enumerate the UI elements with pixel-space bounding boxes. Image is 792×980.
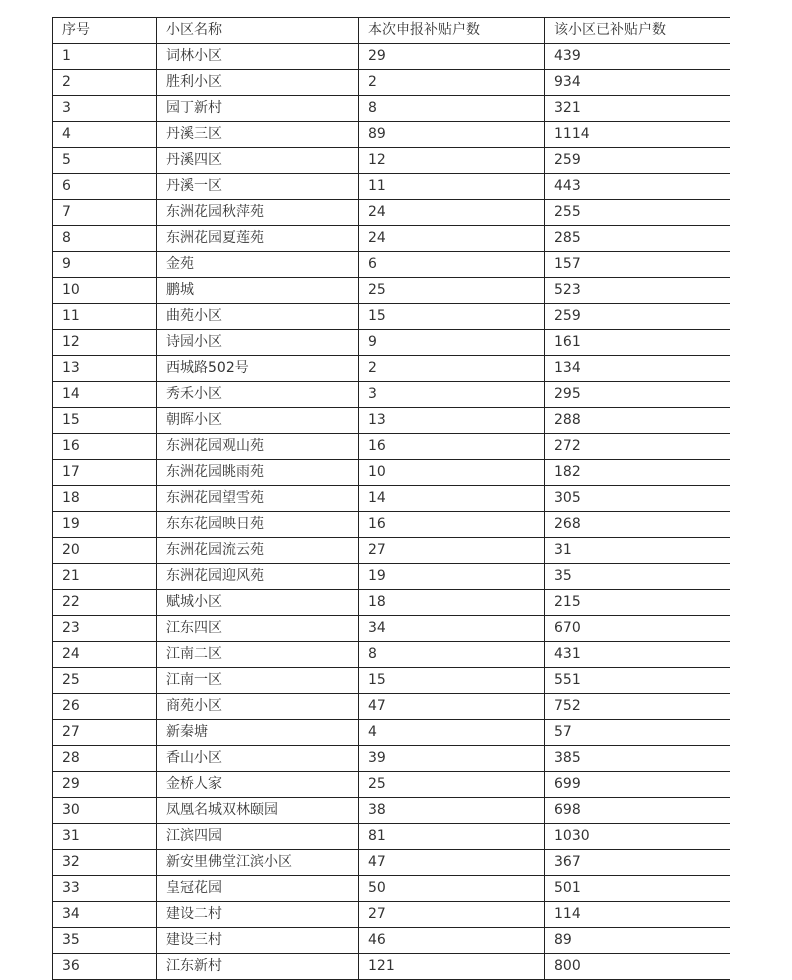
subsidized-households-cell: 157	[545, 252, 730, 278]
serial-number-cell: 1	[53, 44, 157, 70]
header-serial-number: 序号	[53, 18, 157, 44]
applied-households-cell: 89	[359, 122, 545, 148]
subsidized-households-cell: 439	[545, 44, 730, 70]
table-row	[53, 824, 730, 850]
community-name-cell: 建设三村	[157, 928, 359, 954]
serial-number-cell: 11	[53, 304, 157, 330]
applied-households-cell: 81	[359, 824, 545, 850]
applied-households-cell: 50	[359, 876, 545, 902]
serial-number-cell: 13	[53, 356, 157, 382]
community-name-cell: 丹溪一区	[157, 174, 359, 200]
subsidized-households-cell: 367	[545, 850, 730, 876]
community-name-cell: 皇冠花园	[157, 876, 359, 902]
subsidized-households-cell: 1114	[545, 122, 730, 148]
community-name-cell: 词林小区	[157, 44, 359, 70]
community-name-cell: 秀禾小区	[157, 382, 359, 408]
table-row	[53, 772, 730, 798]
subsidy-table-container	[52, 17, 729, 980]
subsidized-households-cell: 698	[545, 798, 730, 824]
community-name-cell: 丹溪四区	[157, 148, 359, 174]
subsidized-households-cell: 523	[545, 278, 730, 304]
community-name-cell: 江东四区	[157, 616, 359, 642]
community-name-cell: 江滨四园	[157, 824, 359, 850]
table-row	[53, 876, 730, 902]
community-name-cell: 新秦塘	[157, 720, 359, 746]
applied-households-cell: 15	[359, 668, 545, 694]
subsidized-households-cell: 35	[545, 564, 730, 590]
serial-number-cell: 9	[53, 252, 157, 278]
table-row	[53, 252, 730, 278]
subsidized-households-cell: 259	[545, 148, 730, 174]
subsidized-households-cell: 89	[545, 928, 730, 954]
subsidized-households-cell: 134	[545, 356, 730, 382]
community-name-cell: 江东新村	[157, 954, 359, 980]
applied-households-cell: 24	[359, 226, 545, 252]
community-name-cell: 诗园小区	[157, 330, 359, 356]
community-name-cell: 新安里佛堂江滨小区	[157, 850, 359, 876]
serial-number-cell: 29	[53, 772, 157, 798]
subsidized-households-cell: 305	[545, 486, 730, 512]
community-name-cell: 东洲花园望雪苑	[157, 486, 359, 512]
applied-households-cell: 47	[359, 850, 545, 876]
table-row	[53, 226, 730, 252]
serial-number-cell: 36	[53, 954, 157, 980]
subsidized-households-cell: 259	[545, 304, 730, 330]
table-row	[53, 382, 730, 408]
serial-number-cell: 3	[53, 96, 157, 122]
community-name-cell: 曲苑小区	[157, 304, 359, 330]
table-row	[53, 330, 730, 356]
community-name-cell: 建设二村	[157, 902, 359, 928]
applied-households-cell: 39	[359, 746, 545, 772]
subsidized-households-cell: 321	[545, 96, 730, 122]
community-name-cell: 金苑	[157, 252, 359, 278]
subsidized-households-cell: 551	[545, 668, 730, 694]
community-name-cell: 丹溪三区	[157, 122, 359, 148]
table-row	[53, 460, 730, 486]
community-name-cell: 西城路502号	[157, 356, 359, 382]
subsidized-households-cell: 443	[545, 174, 730, 200]
community-name-cell: 凤凰名城双林颐园	[157, 798, 359, 824]
community-name-cell: 胜利小区	[157, 70, 359, 96]
applied-households-cell: 25	[359, 278, 545, 304]
community-name-cell: 东洲花园观山苑	[157, 434, 359, 460]
serial-number-cell: 4	[53, 122, 157, 148]
community-name-cell: 香山小区	[157, 746, 359, 772]
subsidized-households-cell: 215	[545, 590, 730, 616]
applied-households-cell: 46	[359, 928, 545, 954]
serial-number-cell: 31	[53, 824, 157, 850]
subsidized-households-cell: 57	[545, 720, 730, 746]
community-name-cell: 东洲花园秋萍苑	[157, 200, 359, 226]
applied-households-cell: 8	[359, 642, 545, 668]
serial-number-cell: 35	[53, 928, 157, 954]
applied-households-cell: 19	[359, 564, 545, 590]
community-name-cell: 朝晖小区	[157, 408, 359, 434]
table-row	[53, 70, 730, 96]
subsidy-table	[52, 17, 730, 980]
table-row	[53, 850, 730, 876]
community-name-cell: 赋城小区	[157, 590, 359, 616]
table-row	[53, 798, 730, 824]
table-row	[53, 356, 730, 382]
subsidized-households-cell: 699	[545, 772, 730, 798]
serial-number-cell: 20	[53, 538, 157, 564]
serial-number-cell: 30	[53, 798, 157, 824]
table-row	[53, 304, 730, 330]
subsidized-households-cell: 1030	[545, 824, 730, 850]
subsidized-households-cell: 255	[545, 200, 730, 226]
table-row	[53, 616, 730, 642]
applied-households-cell: 38	[359, 798, 545, 824]
subsidized-households-cell: 285	[545, 226, 730, 252]
header-applied-households: 本次申报补贴户数	[359, 18, 545, 44]
serial-number-cell: 14	[53, 382, 157, 408]
applied-households-cell: 16	[359, 512, 545, 538]
community-name-cell: 江南二区	[157, 642, 359, 668]
table-row	[53, 44, 730, 70]
subsidized-households-cell: 295	[545, 382, 730, 408]
serial-number-cell: 22	[53, 590, 157, 616]
subsidized-households-cell: 431	[545, 642, 730, 668]
applied-households-cell: 4	[359, 720, 545, 746]
subsidized-households-cell: 800	[545, 954, 730, 980]
subsidized-households-cell: 288	[545, 408, 730, 434]
applied-households-cell: 11	[359, 174, 545, 200]
subsidized-households-cell: 161	[545, 330, 730, 356]
table-row	[53, 902, 730, 928]
serial-number-cell: 24	[53, 642, 157, 668]
subsidized-households-cell: 182	[545, 460, 730, 486]
subsidized-households-cell: 501	[545, 876, 730, 902]
applied-households-cell: 12	[359, 148, 545, 174]
serial-number-cell: 17	[53, 460, 157, 486]
table-row	[53, 590, 730, 616]
applied-households-cell: 10	[359, 460, 545, 486]
applied-households-cell: 2	[359, 70, 545, 96]
subsidized-households-cell: 752	[545, 694, 730, 720]
serial-number-cell: 5	[53, 148, 157, 174]
table-row	[53, 408, 730, 434]
table-header	[53, 18, 730, 44]
table-row	[53, 564, 730, 590]
applied-households-cell: 27	[359, 538, 545, 564]
serial-number-cell: 33	[53, 876, 157, 902]
table-row	[53, 694, 730, 720]
table-row	[53, 122, 730, 148]
community-name-cell: 园丁新村	[157, 96, 359, 122]
subsidized-households-cell: 934	[545, 70, 730, 96]
table-row	[53, 174, 730, 200]
applied-households-cell: 14	[359, 486, 545, 512]
applied-households-cell: 2	[359, 356, 545, 382]
applied-households-cell: 47	[359, 694, 545, 720]
community-name-cell: 商苑小区	[157, 694, 359, 720]
table-row	[53, 538, 730, 564]
serial-number-cell: 6	[53, 174, 157, 200]
subsidized-households-cell: 670	[545, 616, 730, 642]
subsidized-households-cell: 268	[545, 512, 730, 538]
applied-households-cell: 3	[359, 382, 545, 408]
subsidized-households-cell: 114	[545, 902, 730, 928]
applied-households-cell: 18	[359, 590, 545, 616]
serial-number-cell: 2	[53, 70, 157, 96]
serial-number-cell: 19	[53, 512, 157, 538]
applied-households-cell: 16	[359, 434, 545, 460]
community-name-cell: 东洲花园夏莲苑	[157, 226, 359, 252]
applied-households-cell: 24	[359, 200, 545, 226]
community-name-cell: 东洲花园流云苑	[157, 538, 359, 564]
header-row	[53, 18, 730, 44]
serial-number-cell: 28	[53, 746, 157, 772]
community-name-cell: 东洲花园迎风苑	[157, 564, 359, 590]
serial-number-cell: 16	[53, 434, 157, 460]
applied-households-cell: 8	[359, 96, 545, 122]
applied-households-cell: 6	[359, 252, 545, 278]
applied-households-cell: 25	[359, 772, 545, 798]
table-row	[53, 434, 730, 460]
community-name-cell: 鹏城	[157, 278, 359, 304]
table-row	[53, 642, 730, 668]
serial-number-cell: 32	[53, 850, 157, 876]
table-row	[53, 954, 730, 980]
applied-households-cell: 27	[359, 902, 545, 928]
table-body	[53, 44, 730, 980]
serial-number-cell: 12	[53, 330, 157, 356]
table-row	[53, 200, 730, 226]
community-name-cell: 东东花园映日苑	[157, 512, 359, 538]
table-row	[53, 668, 730, 694]
community-name-cell: 金桥人家	[157, 772, 359, 798]
serial-number-cell: 18	[53, 486, 157, 512]
serial-number-cell: 25	[53, 668, 157, 694]
table-row	[53, 486, 730, 512]
table-row	[53, 928, 730, 954]
table-row	[53, 746, 730, 772]
applied-households-cell: 34	[359, 616, 545, 642]
header-community-name: 小区名称	[157, 18, 359, 44]
serial-number-cell: 23	[53, 616, 157, 642]
table-row	[53, 148, 730, 174]
serial-number-cell: 26	[53, 694, 157, 720]
table-row	[53, 512, 730, 538]
serial-number-cell: 34	[53, 902, 157, 928]
table-row	[53, 96, 730, 122]
serial-number-cell: 27	[53, 720, 157, 746]
applied-households-cell: 9	[359, 330, 545, 356]
serial-number-cell: 21	[53, 564, 157, 590]
serial-number-cell: 15	[53, 408, 157, 434]
applied-households-cell: 15	[359, 304, 545, 330]
community-name-cell: 江南一区	[157, 668, 359, 694]
subsidized-households-cell: 385	[545, 746, 730, 772]
applied-households-cell: 121	[359, 954, 545, 980]
applied-households-cell: 29	[359, 44, 545, 70]
serial-number-cell: 10	[53, 278, 157, 304]
community-name-cell: 东洲花园眺雨苑	[157, 460, 359, 486]
table-row	[53, 720, 730, 746]
serial-number-cell: 8	[53, 226, 157, 252]
serial-number-cell: 7	[53, 200, 157, 226]
applied-households-cell: 13	[359, 408, 545, 434]
subsidized-households-cell: 272	[545, 434, 730, 460]
subsidized-households-cell: 31	[545, 538, 730, 564]
table-row	[53, 278, 730, 304]
header-subsidized-households: 该小区已补贴户数	[545, 18, 730, 44]
